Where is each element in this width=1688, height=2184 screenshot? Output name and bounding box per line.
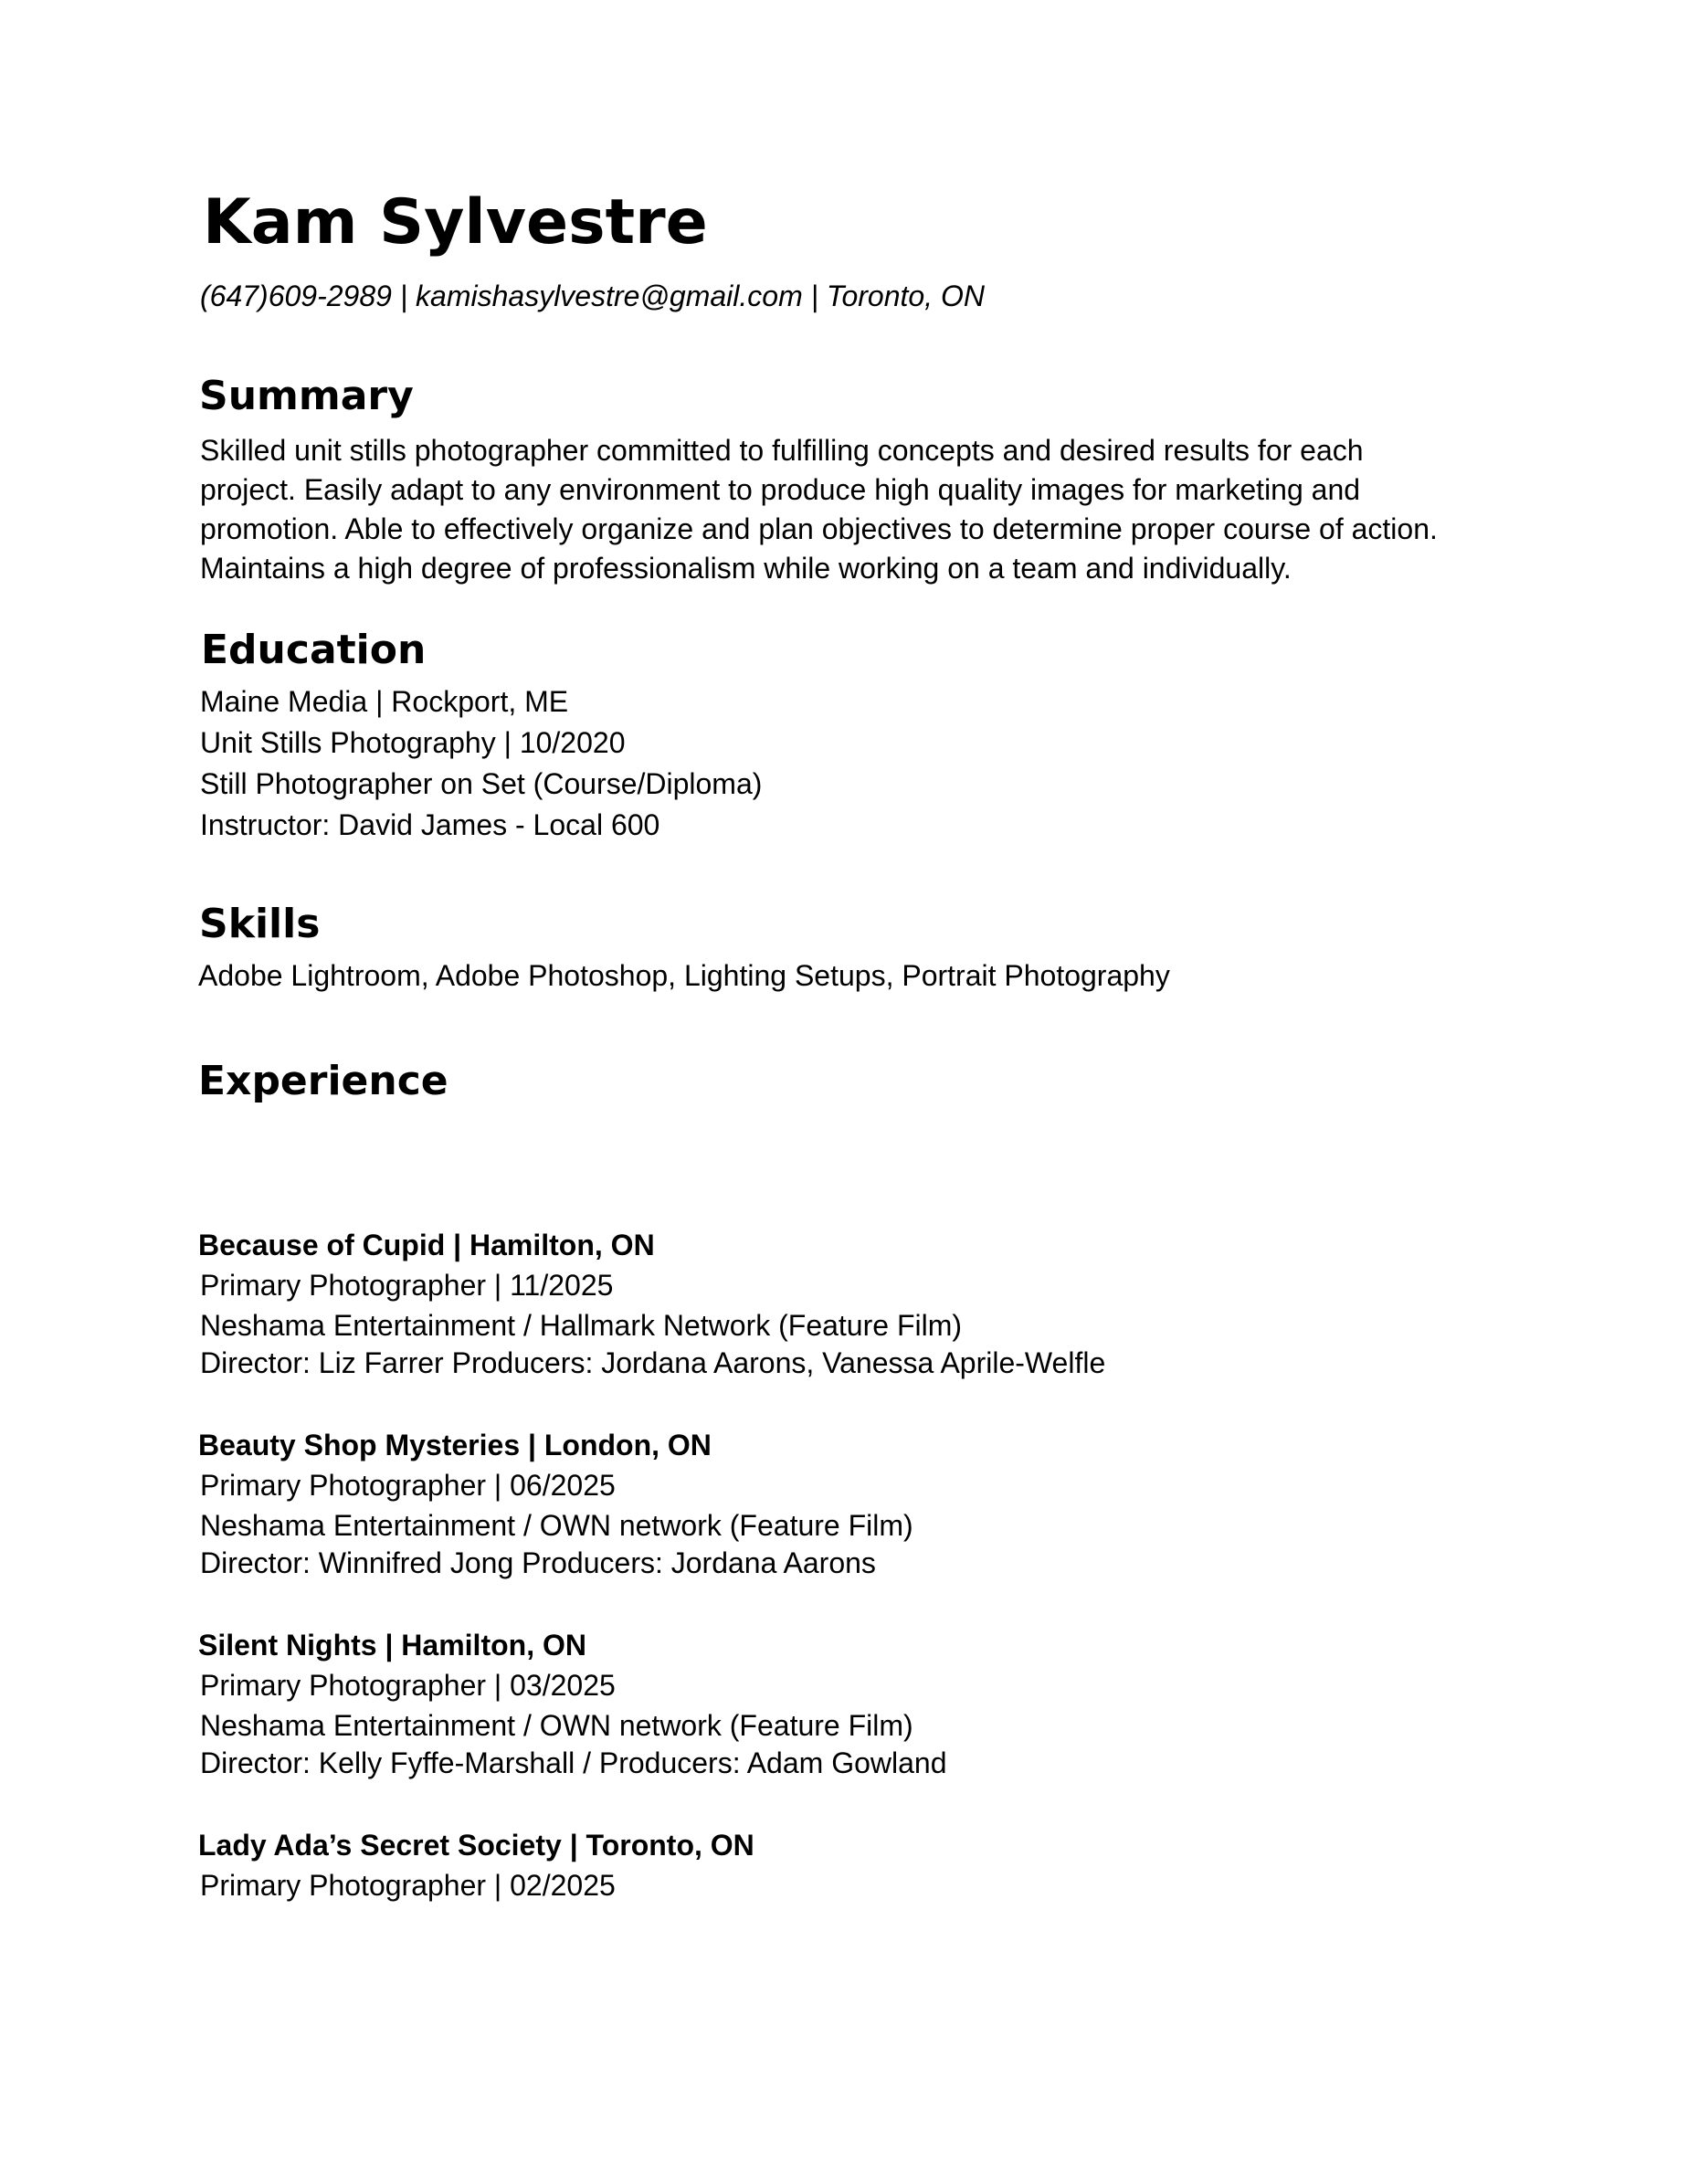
job-company: Neshama Entertainment / OWN network (Feature Film) xyxy=(200,1509,913,1542)
summary-heading: Summary xyxy=(199,373,414,419)
education-heading: Education xyxy=(201,627,427,673)
contact-line: (647)609-2989 | kamishasylvestre@gmail.com | Toronto, ON xyxy=(200,280,985,312)
job-company: Neshama Entertainment / Hallmark Network (Feature Film) xyxy=(200,1309,963,1342)
job-role: Primary Photographer | 11/2025 xyxy=(200,1269,614,1302)
job-title: Because of Cupid | Hamilton, ON xyxy=(198,1229,655,1261)
education-program: Unit Stills Photography | 10/2020 xyxy=(200,726,626,759)
job-credits: Director: Winnifred Jong Producers: Jordana Aarons xyxy=(200,1546,876,1579)
job-title: Silent Nights | Hamilton, ON xyxy=(198,1629,586,1662)
summary-line: project. Easily adapt to any environment to produce high quality images for marketing and xyxy=(200,473,1361,506)
job-role: Primary Photographer | 03/2025 xyxy=(200,1669,616,1702)
experience-heading: Experience xyxy=(198,1058,448,1104)
summary-line: Maintains a high degree of professionalism while working on a team and individually. xyxy=(200,552,1292,585)
job-company: Neshama Entertainment / OWN network (Feature Film) xyxy=(200,1709,913,1742)
education-instructor: Instructor: David James - Local 600 xyxy=(200,808,660,841)
job-title: Beauty Shop Mysteries | London, ON xyxy=(198,1429,712,1461)
skills-heading: Skills xyxy=(199,901,321,947)
summary-line: Skilled unit stills photographer committed to fulfilling concepts and desired results for each xyxy=(200,434,1364,467)
education-institution: Maine Media | Rockport, ME xyxy=(200,685,569,718)
summary-text xyxy=(200,431,1534,588)
job-role: Primary Photographer | 02/2025 xyxy=(200,1869,616,1902)
job-role: Primary Photographer | 06/2025 xyxy=(200,1469,616,1502)
resume-name: Kam Sylvestre xyxy=(203,186,708,258)
job-credits: Director: Liz Farrer Producers: Jordana Aarons, Vanessa Aprile-Welfle xyxy=(200,1346,1106,1379)
education-course: Still Photographer on Set (Course/Diploma) xyxy=(200,767,763,800)
job-credits: Director: Kelly Fyffe-Marshall / Producers: Adam Gowland xyxy=(200,1746,947,1779)
skills-list: Adobe Lightroom, Adobe Photoshop, Lighting Setups, Portrait Photography xyxy=(198,959,1170,992)
summary-line: promotion. Able to effectively organize and plan objectives to determine proper course of action. xyxy=(200,512,1438,545)
job-title: Lady Ada’s Secret Society | Toronto, ON xyxy=(198,1829,754,1862)
